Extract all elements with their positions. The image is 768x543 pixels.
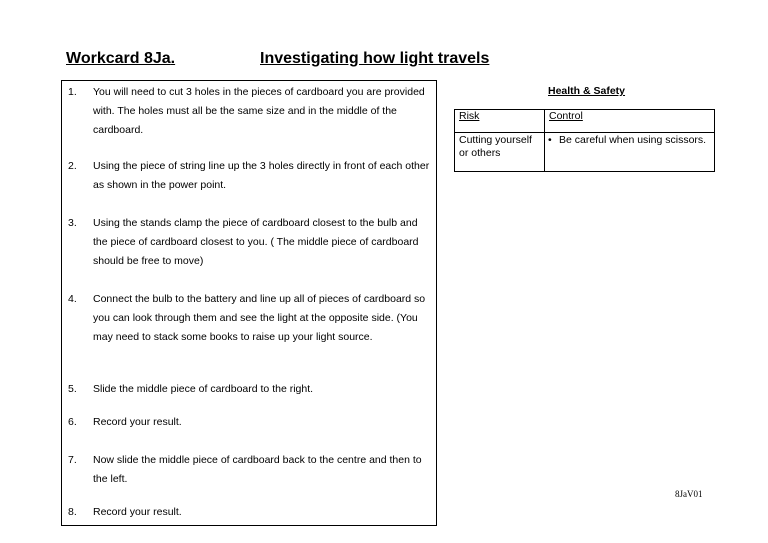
table-divider <box>544 110 545 171</box>
workcard-title <box>66 50 175 68</box>
step-text: Slide the middle piece of cardboard to the right. <box>93 383 314 395</box>
step-number: 8. <box>68 506 77 518</box>
health-safety-title: Health & Safety <box>548 85 626 97</box>
step-number: 4. <box>68 293 77 305</box>
steps-box <box>61 80 437 526</box>
step-text: Using the stands clamp the piece of cardboard closest to the bulb and the piece of cardboard closest to you. ( The middle piece of cardboard should be free to move) <box>93 217 419 267</box>
workcard-dot: . <box>170 50 176 67</box>
workcard-label: Workcard 8Ja <box>66 50 171 67</box>
control-column-header: Control <box>549 110 583 122</box>
step-number: 6. <box>68 416 77 428</box>
step-text: Record your result. <box>93 506 182 518</box>
step-number: 1. <box>68 86 77 98</box>
table-divider <box>455 132 714 133</box>
step-number: 7. <box>68 454 77 466</box>
step-number: 5. <box>68 383 77 395</box>
step-number: 2. <box>68 160 77 172</box>
step-text: Using the piece of string line up the 3 holes directly in front of each other as shown in the power point. <box>93 160 430 191</box>
step-number: 3. <box>68 217 77 229</box>
risk-column-header: Risk <box>459 110 480 122</box>
control-cell: Be careful when using scissors. <box>559 134 707 146</box>
version-code: 8JaV01 <box>675 489 703 499</box>
step-text: You will need to cut 3 holes in the pieces of cardboard you are provided with. The holes must all be the same size and in the middle of the cardboard. <box>93 86 425 136</box>
risk-cell: Cutting yourself or others <box>459 134 532 159</box>
page-title: Investigating how light travels <box>260 50 490 67</box>
bullet-icon: • <box>548 134 552 146</box>
step-text: Record your result. <box>93 416 182 428</box>
risk-table <box>454 109 715 172</box>
step-text: Connect the bulb to the battery and line up all of pieces of cardboard so you can look through them and see the light at the opposite side. (You may need to stack some books to raise up your light source. <box>93 293 426 343</box>
step-text: Now slide the middle piece of cardboard back to the centre and then to the left. <box>93 454 422 485</box>
